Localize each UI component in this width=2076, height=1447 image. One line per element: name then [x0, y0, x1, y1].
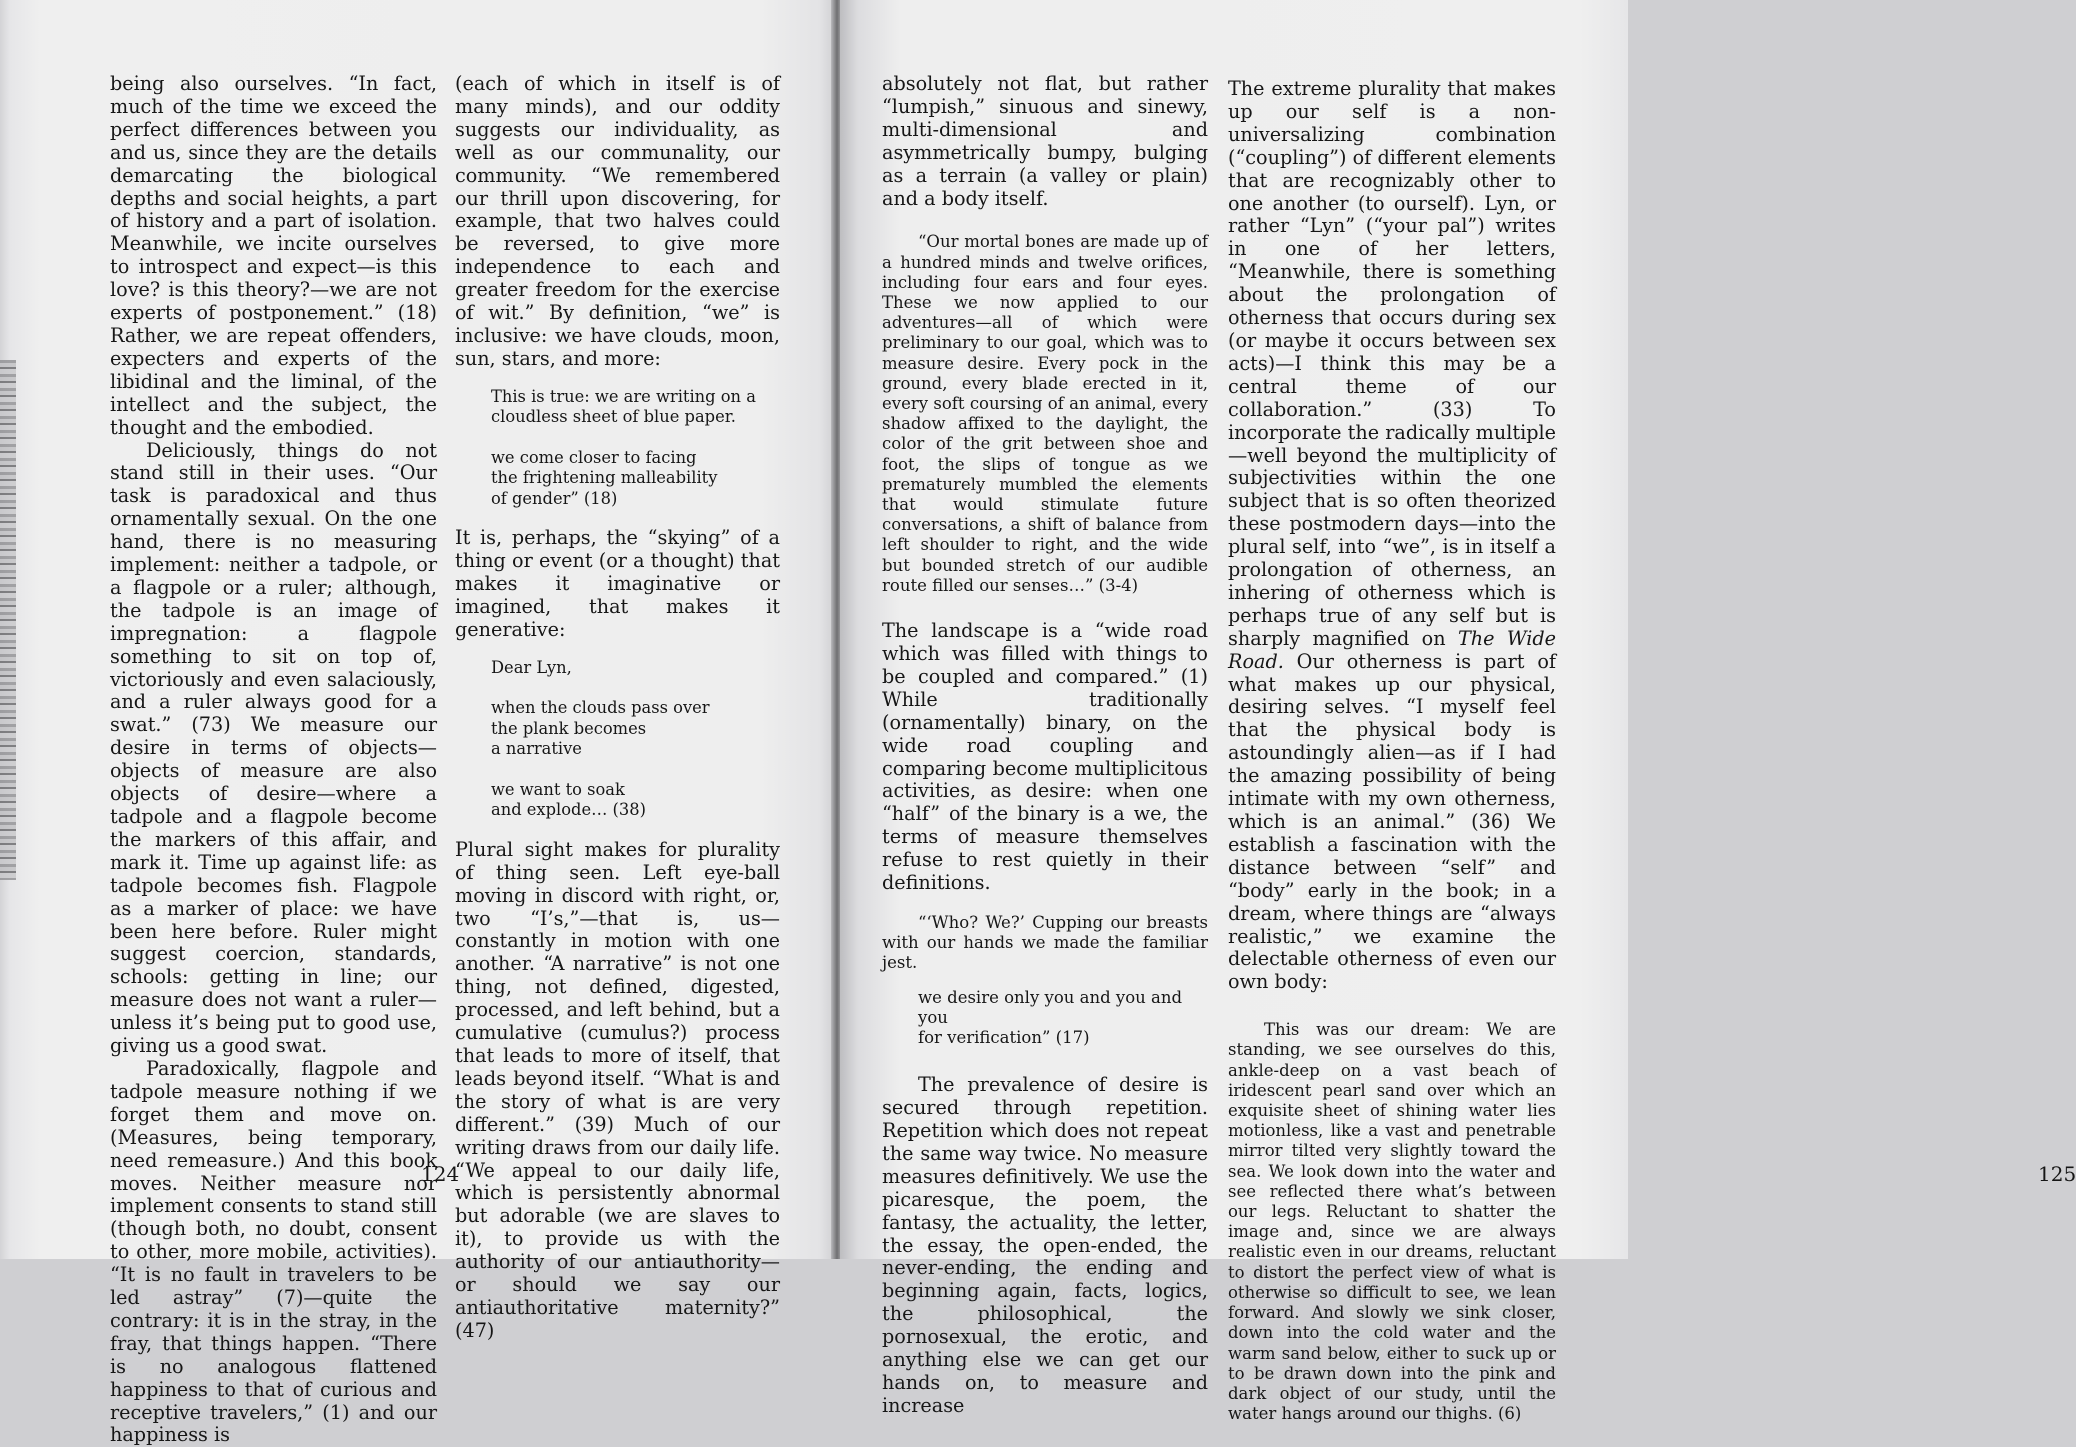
verse-stanza: This is true: we are writing on a cloudless sheet of blue paper. — [491, 386, 756, 427]
right-page-column-1 — [882, 73, 1208, 1418]
book-title: The Wide Road. — [1228, 626, 1556, 673]
paragraph: absolutely not flat, but rather “lumpish,” sinuous and sinewy, multi-dimensional and asymmetrically bumpy, bulging as a terrain (a valley or plain) and a body itself. — [882, 72, 1208, 210]
block-quote — [1228, 1020, 1556, 1424]
paragraph: The landscape is a “wide road which was filled with things to be coupled and compared.” (1) While traditionally (ornamentally) binary, on the wide road coupling and comparing become multiplicitous activities, as desire: when one “half” of the binary is a we, the terms of measure themselves refuse to rest quietly in their definitions. — [882, 619, 1208, 895]
verse-stanza: when the clouds pass over the plank becomes a narrative — [491, 698, 710, 759]
paragraph-text: The extreme plurality that makes up our self is a non-universalizing combination (“coupling”) of different elements that are recognizably other to one another (to ourself). Lyn, or rather “Lyn” (“your pal”) writes in one of her letters, “Meanwhile, there is something about the prolongation of otherness that occurs during sex (or maybe it occurs between sex acts)—I think this may be a central theme of our collaboration.” (33) To incorporate the radically multiple—well beyond the multiplicity of subjectivities within the one subject that is so often theorized these postmodern days—into the plural self, into “we”, is in itself a prolongation of otherness, an inhering of otherness which is perhaps true of any self but is sharply magnified on — [1228, 77, 1556, 650]
adjacent-page-illustration-edge — [0, 360, 16, 880]
paragraph: Paradoxically, flagpole and tadpole measure nothing if we forget them and move on. (Measures, being temporary, need remeasure.) And this book moves. Neither measure nor implement consents to stand still (though both, no doubt, consent to other, more mobile, activities). “It is no fault in travelers to be led astray” (7)—quite the contrary: it is in the stray, in the fray, that things happen. “There is no analogous flattened happiness to that of curious and receptive travelers,” (1) and our happiness is — [110, 1056, 437, 1447]
verse-stanza: we desire only you and you and you for verification” (17) — [918, 987, 1183, 1047]
page-number-left: 124 — [421, 1162, 460, 1186]
quote-text: “‘Who? We?’ Cupping our breasts with our hands we made the familiar jest. — [882, 912, 1208, 973]
paragraph-text: Our otherness is part of what makes up our physical, desiring selves. “I myself feel that the physical body is astoundingly alien—as if I had the amazing possibility of being intimate with my own otherness, which is an animal.” (36) We establish a fascination with the distance between “self” and “body” early in the book; in a dream, where things are “always realistic,” we examine the delectable otherness of even our own body: — [1228, 649, 1556, 994]
left-page-column-1 — [110, 73, 437, 1447]
paragraph — [1228, 78, 1556, 994]
page-number-right: 125 — [2038, 1162, 2076, 1186]
paragraph: Plural sight makes for plurality of thing seen. Left eye-ball moving in discord with right, or, two “I’s,”—that is, us—constantly in motion with one another. “A narrative” is not one thing, not defined, digested, processed, and left behind, but a cumulative (cumulus?) process that leads to more of itself, that leads beyond itself. “What is and the story of what is are very different.” (39) Much of our writing draws from our daily life. “We appeal to our daily life, which is persistently abnormal but adorable (we are slaves to it), to provide us with the authority of our antiauthority—or should we say our antiauthoritative maternity?” (47) — [455, 837, 780, 1342]
verse-stanza: Dear Lyn, — [491, 657, 572, 677]
poem-excerpt — [491, 387, 780, 510]
paragraph: being also ourselves. “In fact, much of the time we exceed the perfect differences between you and us, since they are the details demarcating the biological depths and social heights, a part of history and a part of isolation. Meanwhile, we incite ourselves to introspect and expect—is this love? is this theory?—we are not experts of postponement.” (18) Rather, we are repeat offenders, expecters and experts of the libidinal and the liminal, of the intellect and the subject, the thought and the embodied. — [110, 72, 437, 439]
letter-excerpt — [491, 658, 780, 821]
verse-stanza: we want to soak and explode… (38) — [491, 779, 646, 820]
right-page-column-2 — [1228, 78, 1556, 1424]
block-quote — [882, 913, 1208, 974]
verse-quote — [918, 988, 1208, 1049]
paragraph: (each of which in itself is of many minds), and our oddity suggests our individuality, as well as our communality, our community. “We remembered our thrill upon discovering, for example, that two halves could be reversed, to give more independence to each and greater freedom for the exercise of wit.” By definition, “we” is inclusive: we have clouds, moon, sun, stars, and more: — [455, 72, 780, 370]
paragraph: It is, perhaps, the “skying” of a thing or event (or a thought) that makes it imaginative or imagined, that makes it generative: — [455, 526, 780, 641]
verse-stanza: we come closer to facing the frightening malleability of gender” (18) — [491, 447, 718, 508]
block-quote — [882, 232, 1208, 596]
quote-text: “Our mortal bones are made up of a hundred minds and twelve orifices, including four ears and four eyes. These we now applied to our adventures—all of which were preliminary to our goal, which was to measure desire. Every pock in the ground, every blade erected in it, every soft coursing of an animal, every shadow affixed to the daylight, the color of the grit between shoe and foot, the slips of tongue as we prematurely mumbled the elements that would stimulate future conversations, a shift of balance from left shoulder to right, and the wide but bounded stretch of our audible route filled our senses…” (3-4) — [882, 232, 1208, 595]
paragraph: Deliciously, things do not stand still in their uses. “Our task is paradoxical and thus ornamentally sexual. On the one hand, there is no measuring implement: neither a tadpole, or a flagpole or a ruler; although, the tadpole is an image of impregnation: a flagpole something to sit on top of, victoriously and even salaciously, and a ruler always good for a swat.” (73) We measure our desire in terms of objects—objects of measure are also objects of desire—where a tadpole and a flagpole become the markers of this affair, and mark it. Time up against life: as tadpole becomes fish. Flagpole as a marker of place: we have been here before. Ruler might suggest coercion, standards, schools: getting in line; our measure does not want a ruler—unless it’s being put to good use, giving us a good swat. — [110, 438, 437, 1058]
quote-text: This was our dream: We are standing, we see ourselves do this, ankle-deep on a vast beach of iridescent pearl sand over which an exquisite sheet of shining water lies motionless, like a vast and penetrable mirror tilted very slightly toward the sea. We look down into the water and see reflected there what’s between our legs. Reluctant to shatter the image and, since we are always realistic even in our dreams, reluctant to distort the perfect view of what is otherwise so difficult to see, we lean forward. And slowly we sink closer, down into the cold water and the warm sand below, either to suck up or to be drawn down into the pink and dark object of our study, until the water hangs around our thighs. (6) — [1228, 1020, 1556, 1424]
left-page-column-2 — [455, 73, 780, 1343]
left-page — [0, 0, 840, 1447]
paragraph: The prevalence of desire is secured through repetition. Repetition which does not repeat the same way twice. No measure measures definitively. We use the picaresque, the poem, the fantasy, the actuality, the letter, the essay, the open-ended, the never-ending, the ending and beginning again, facts, logics, the philosophical, the pornosexual, the erotic, and anything else we can get our hands on, to measure and increase — [882, 1073, 1208, 1417]
